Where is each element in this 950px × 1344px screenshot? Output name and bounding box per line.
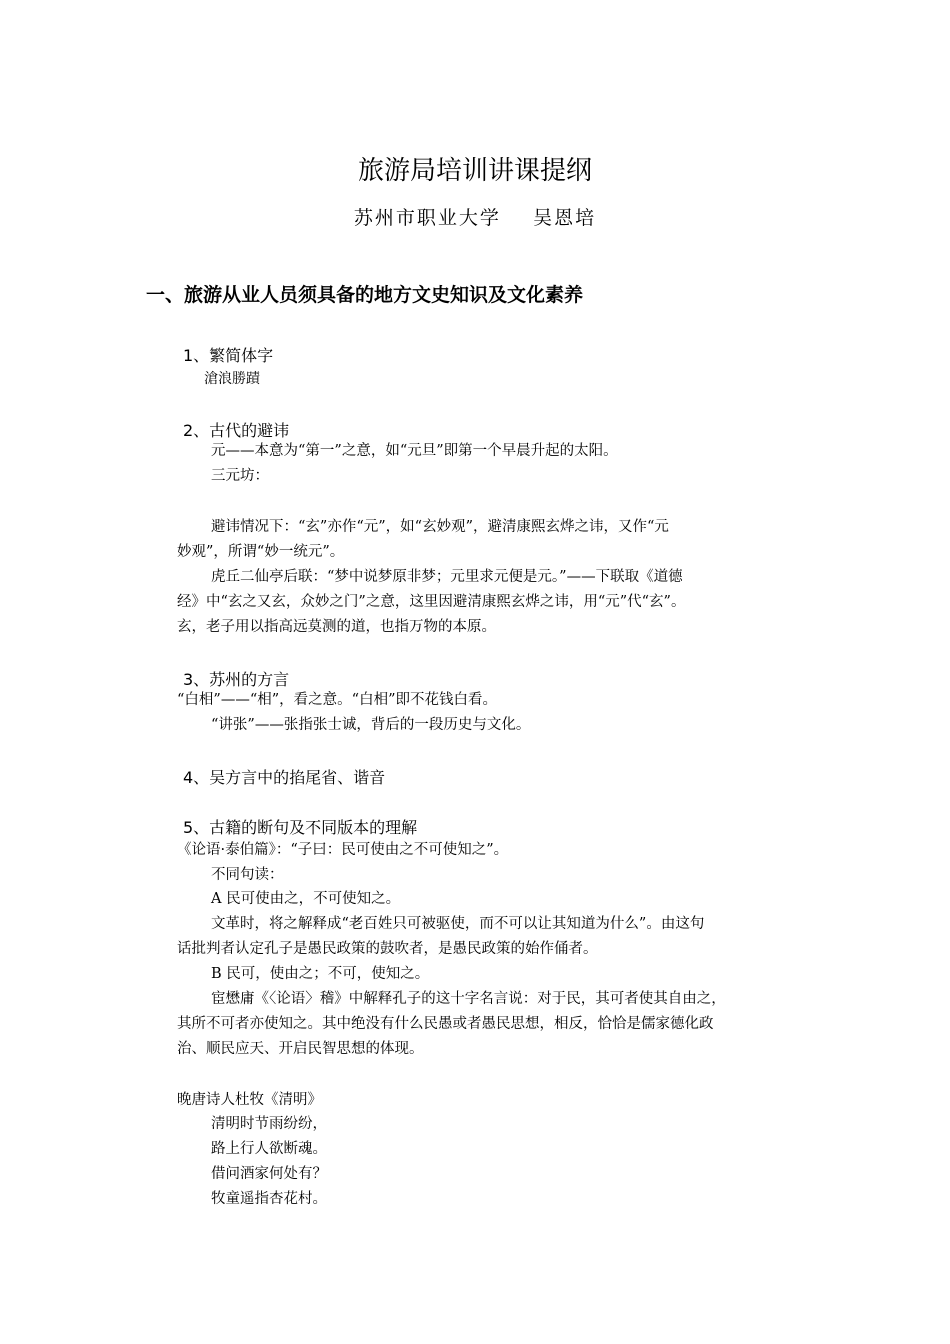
poem-line: 借问酒家何处有？: [211, 1166, 327, 1182]
item-2-para-1-line-1: 避讳情况下：“玄”亦作“元”，如“玄妙观”，避清康熙玄烨之讳，又作“元: [211, 519, 669, 535]
item-heading-4: 4、吴方言中的掐尾省、谐音: [183, 768, 386, 787]
page-title: 旅游局培训讲课提纲: [357, 156, 592, 186]
poem-intro: 晚唐诗人杜牧《清明》: [177, 1092, 322, 1108]
poem-line: 牧童遥指杏花村。: [211, 1191, 327, 1207]
item-heading-3: 3、苏州的方言: [183, 670, 290, 689]
item-2-para-2-line-2: 经》中“玄之又玄，众妙之门”之意，这里因避清康熙玄烨之讳，用“元”代“玄”。: [177, 594, 686, 610]
item-5-para-a-line-2: 话批判者认定孔子是愚民政策的鼓吹者，是愚民政策的始作俑者。: [177, 941, 598, 957]
item-3-line-1: “白相”——“相”，看之意。“白相”即不花钱白看。: [177, 692, 497, 708]
author-line: 苏州市职业大学 吴恩培: [353, 207, 597, 229]
poem-line: 路上行人欲断魂。: [211, 1141, 327, 1157]
item-heading-1: 1、繁简体字: [183, 346, 274, 365]
section-heading-1: 一、旅游从业人员须具备的地方文史知识及文化素养: [146, 284, 584, 306]
item-5-line-2: 不同句读：: [211, 867, 284, 883]
item-2-line-1: 元——本意为“第一”之意，如“元旦”即第一个早晨升起的太阳。: [211, 443, 618, 459]
item-5-para-b-line-1: 宦懋庸《〈论语〉稽》中解释孔子的这十字名言说：对于民，其可者使其自由之，: [211, 991, 726, 1007]
item-5-line-1: 《论语·泰伯篇》：“子曰：民可使由之不可使知之”。: [177, 842, 509, 858]
item-5-option-a: A 民可使由之，不可使知之。: [211, 891, 401, 907]
item-heading-2: 2、古代的避讳: [183, 421, 290, 440]
item-5-para-a-line-1: 文革时，将之解释成“老百姓只可被驱使，而不可以让其知道为什么”。由这句: [211, 916, 705, 932]
item-2-line-2: 三元坊：: [211, 468, 269, 484]
item-2-para-2-line-3: 玄，老子用以指高远莫测的道，也指万物的本原。: [177, 619, 496, 635]
item-1-example: 滄浪勝蹟: [204, 371, 260, 387]
item-3-line-2: “讲张”——张指张士诚，背后的一段历史与文化。: [211, 717, 531, 733]
item-5-para-b-line-3: 治、顺民应天、开启民智思想的体现。: [177, 1041, 424, 1057]
item-2-para-1-line-2: 妙观”，所谓“妙一统元”。: [177, 544, 345, 560]
item-heading-5: 5、古籍的断句及不同版本的理解: [183, 818, 418, 837]
poem-line: 清明时节雨纷纷，: [211, 1116, 327, 1132]
item-5-para-b-line-2: 其所不可者亦使知之。其中绝没有什么民愚或者愚民思想，相反，恰恰是儒家德化政: [177, 1016, 714, 1032]
item-5-option-b: B 民可，使由之；不可，使知之。: [211, 966, 430, 982]
item-2-para-2-line-1: 虎丘二仙亭后联：“梦中说梦原非梦；元里求元便是元。”——下联取《道德: [211, 569, 683, 585]
